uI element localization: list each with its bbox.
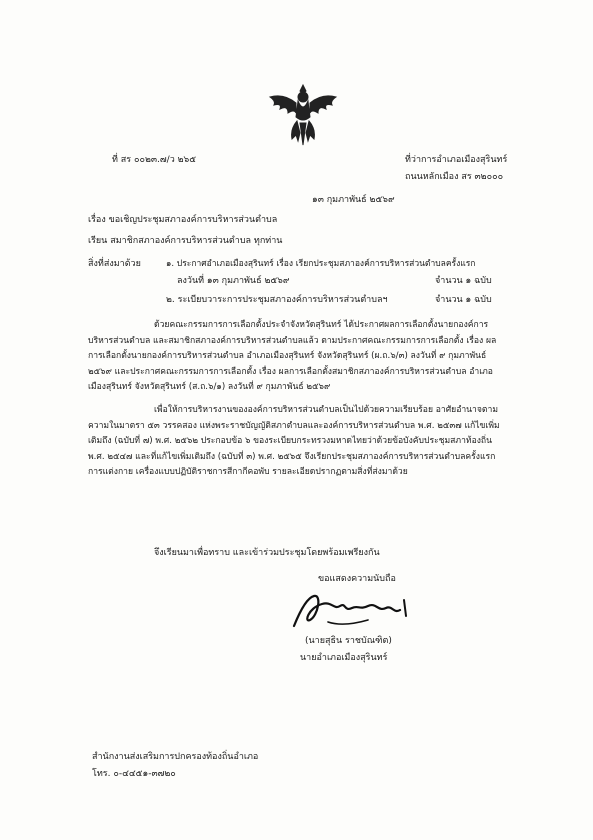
body-paragraph-1: ด้วยคณะกรรมการการเลือกตั้งประจำจังหวัดสุรินทร์ ได้ประกาศผลการเลือกตั้งนายกองค์การบริหารส่วนตำบล และสมาชิกสภาองค์การบริหารส่วนตำบลแล้ว ตามประกาศคณะกรรมการการเลือกตั้ง เรื่อง ผลการเลือกตั้งนายกองค์การบริหารส่วนตำบล อำเภอเมืองสุรินทร์ จังหวัดสุรินทร์ (ผ.ถ.๖/๓) ลงวันที่ ๙ กุมภาพันธ์ ๒๕๖๙ และประกาศคณะกรรมการการเลือกตั้ง เรื่อง ผลการเลือกตั้งสมาชิกสภาองค์การบริหารส่วนตำบล อำเภอเมืองสุรินทร์ จังหวัดสุรินทร์ (ส.ถ.๖/๑) ลงวันที่ ๙ กุมภาพันธ์ ๒๕๖๙ xyxy=(88,320,497,392)
office-address: ถนนหลักเมือง สร ๓๒๐๐๐ xyxy=(405,172,504,182)
enclosures-label: สิ่งที่ส่งมาด้วย xyxy=(88,259,141,269)
subject-line: เรื่อง ขอเชิญประชุมสภาองค์การบริหารส่วนตำบล xyxy=(88,215,278,225)
office-name: ที่ว่าการอำเภอเมืองสุรินทร์ xyxy=(405,155,508,165)
letter-date: ๑๓ กุมภาพันธ์ ๒๕๖๙ xyxy=(312,195,395,205)
reference-number: ที่ สร ๐๐๒๓.๗/ว ๒๖๕ xyxy=(112,155,197,165)
enclosure-item-2-count: จำนวน ๑ ฉบับ xyxy=(435,295,492,305)
garuda-emblem-icon xyxy=(266,83,340,147)
body-paragraph-2: เพื่อให้การบริหารงานขององค์การบริหารส่วนตำบลเป็นไปด้วยความเรียบร้อย อาศัยอำนาจตามความในมาตรา ๕๓ วรรคสอง แห่งพระราชบัญญัติสภาตำบลและองค์การบริหารส่วนตำบล พ.ศ. ๒๕๓๗ แก้ไขเพิ่มเติมถึง (ฉบับที่ ๗) พ.ศ. ๒๕๖๒ ประกอบข้อ ๖ ของระเบียบกระทรวงมหาดไทยว่าด้วยข้อบังคับประชุมสภาท้องถิ่น พ.ศ. ๒๕๔๗ และที่แก้ไขเพิ่มเติมถึง (ฉบับที่ ๓) พ.ศ. ๒๕๖๕ จึงเรียกประชุมสภาองค์การบริหารส่วนตำบลครั้งแรก การแต่งกาย เครื่องแบบปฏิบัติราชการสีกากีคอพับ รายละเอียดปรากฏตามสิ่งที่ส่งมาด้วย xyxy=(88,405,500,477)
enclosure-item-1-count: จำนวน ๑ ฉบับ xyxy=(435,276,492,286)
footer-department: สำนักงานส่งเสริมการปกครองท้องถิ่นอำเภอ xyxy=(92,752,259,762)
enclosure-item-1-line-2: ลงวันที่ ๑๓ กุมภาพันธ์ ๒๕๖๙ xyxy=(177,276,290,286)
handwritten-signature-icon xyxy=(288,586,418,636)
enclosure-item-2: ๒. ระเบียบวาระการประชุมสภาองค์การบริหารส่วนตำบลฯ xyxy=(166,295,388,305)
footer-phone: โทร. ๐-๔๔๕๑-๓๗๒๐ xyxy=(92,769,176,779)
addressee-line: เรียน สมาชิกสภาองค์การบริหารส่วนตำบล ทุกท่าน xyxy=(88,236,283,246)
enclosure-item-1-line-1: ๑. ประกาศอำเภอเมืองสุรินทร์ เรื่อง เรียกประชุมสภาองค์การบริหารส่วนตำบลครั้งแรก xyxy=(166,259,476,269)
signer-name: (นายสุธิน ราชบัณฑิต) xyxy=(305,636,392,646)
body-paragraph-3: จึงเรียนมาเพื่อทราบ และเข้าร่วมประชุมโดยพร้อมเพรียงกัน xyxy=(154,548,380,558)
closing-salutation: ขอแสดงความนับถือ xyxy=(318,574,396,584)
signer-title: นายอำเภอเมืองสุรินทร์ xyxy=(300,653,388,663)
